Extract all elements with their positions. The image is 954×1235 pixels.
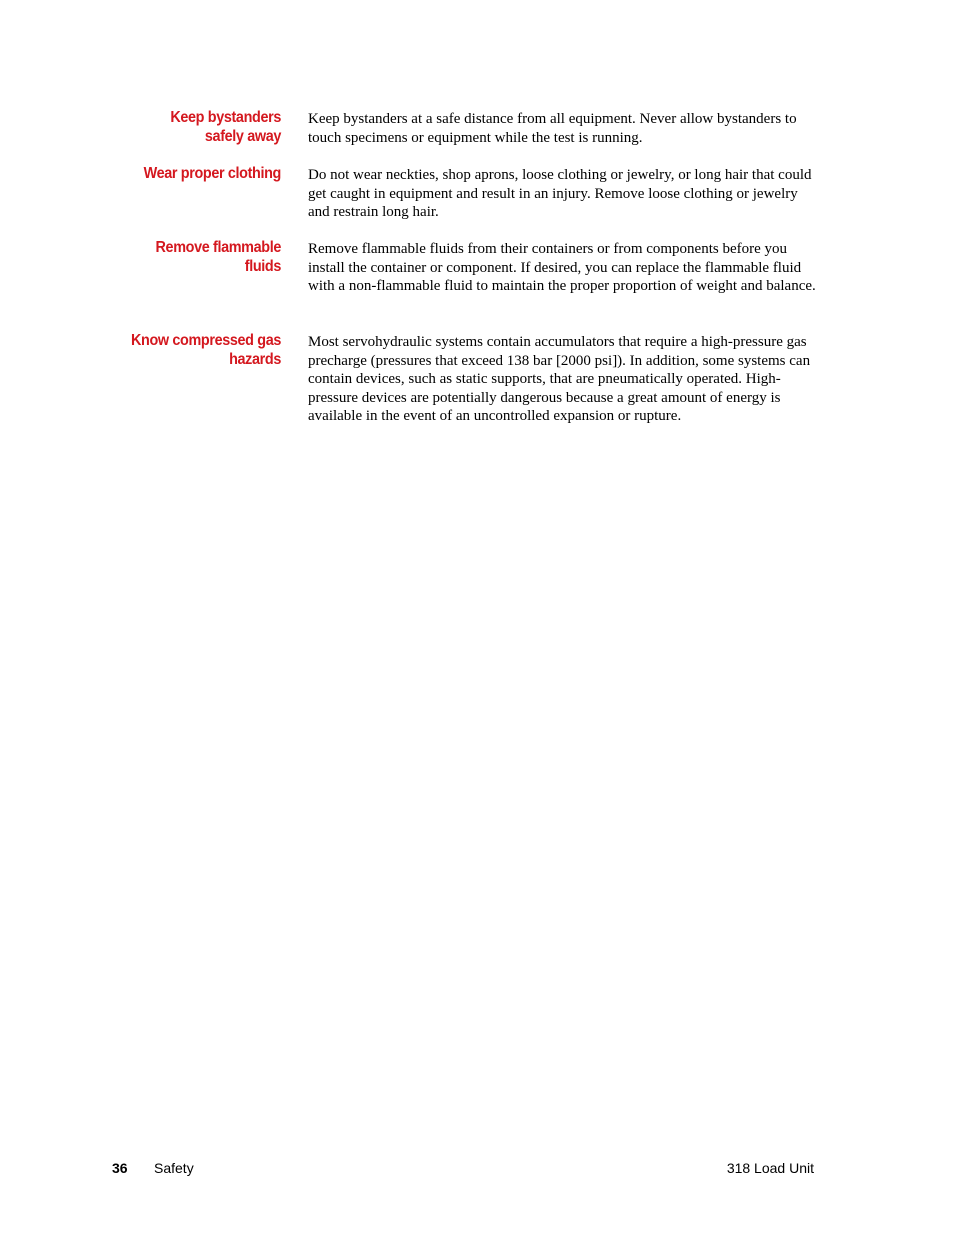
footer-document-title: 318 Load Unit	[726, 1160, 814, 1176]
section-heading: Remove flammable fluids	[155, 239, 281, 275]
section-body: Most servohydraulic systems contain accumulators that require a high-pressure gas precharge (pressures that exceed 138 bar [2000 psi]). In addition, some systems can contain devices, such as static supports, that are pneumatically operated. High-pressure devices are potentially dangerous because a great amount of energy is available in the event of an uncontrolled expansion or rupture.	[308, 334, 811, 425]
section-body: Remove flammable fluids from their containers or from components before you install the container or component. If desired, you can replace the flammable fluid with a non-flammable fluid to maintain the proper proportion of weight and balance.	[308, 241, 816, 295]
section-heading: Wear proper clothing	[143, 165, 281, 182]
section-heading: Keep bystanders safely away	[170, 109, 281, 145]
section-body: Keep bystanders at a safe distance from all equipment. Never allow bystanders to touch specimens or equipment while the test is running.	[308, 111, 797, 146]
page-number: 36	[112, 1160, 128, 1176]
section-heading: Know compressed gas hazards	[130, 332, 281, 368]
footer-section-name: Safety	[154, 1160, 194, 1176]
section-body: Do not wear neckties, shop aprons, loose clothing or jewelry, or long hair that could get caught in equipment and result in an injury. Remove loose clothing or jewelry and restrain long hair.	[308, 167, 812, 221]
